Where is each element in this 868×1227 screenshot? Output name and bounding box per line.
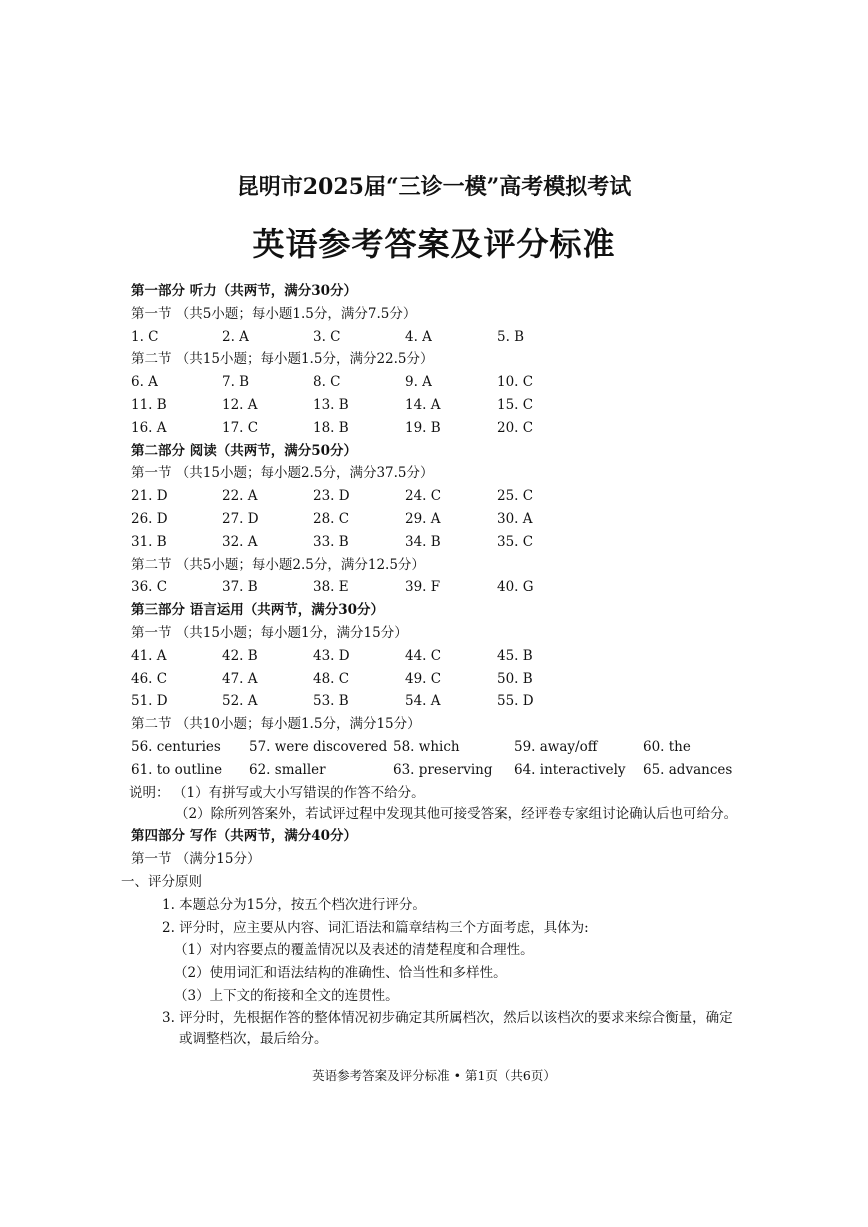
answer-item: 46. C <box>131 670 168 687</box>
part2-heading: 第二部分 阅读（共两节，满分50分） <box>131 442 357 459</box>
answer-item: 47. A <box>222 670 258 687</box>
answer-item: 5. B <box>497 328 525 345</box>
answer-row <box>131 690 751 713</box>
answer-item: 43. D <box>313 647 350 664</box>
answer-item: 57. were discovered <box>249 738 388 755</box>
notes-line <box>131 782 751 805</box>
note-item: （1）有拼写或大小写错误的作答不给分。 <box>173 784 425 801</box>
document-title: 英语参考答案及评分标准 <box>252 225 616 263</box>
answer-item: 60. the <box>643 738 691 755</box>
part2-sec1-heading: 第一节 （共15小题；每小题2.5分，满分37.5分） <box>131 465 434 482</box>
answer-item: 61. to outline <box>131 761 223 778</box>
answer-item: 62. smaller <box>249 761 326 778</box>
answer-item: 59. away/off <box>514 738 598 755</box>
part1-sec1-heading: 第一节 （共5小题；每小题1.5分，满分7.5分） <box>131 305 417 322</box>
answer-item: 33. B <box>313 533 349 550</box>
notes-label: 说明： <box>129 784 170 801</box>
answer-item: 15. C <box>497 396 534 413</box>
principle-item: 3. 评分时，先根据作答的整体情况初步确定其所属档次，然后以该档次的要求来综合衡量，确定或调整档次，最后给分。 <box>162 1009 733 1047</box>
principle-item: 2. 评分时，应主要从内容、词汇语法和篇章结构三个方面考虑，具体为: <box>162 919 589 936</box>
part3-sec1-heading: 第一节 （共15小题；每小题1分，满分15分） <box>131 624 408 641</box>
answer-content <box>121 280 751 1050</box>
answer-item: 17. C <box>222 419 259 436</box>
answer-item: 49. C <box>405 670 442 687</box>
part1-heading: 第一部分 听力（共两节，满分30分） <box>131 283 357 299</box>
answer-item: 48. C <box>313 670 350 687</box>
answer-item: 29. A <box>405 510 441 527</box>
answer-item: 30. A <box>497 510 533 527</box>
answer-item: 55. D <box>497 693 534 710</box>
answer-item: 63. preserving <box>393 761 493 778</box>
principle-subitem: （2）使用词汇和语法结构的准确性、恰当性和多样性。 <box>174 965 507 982</box>
answer-row <box>131 576 751 599</box>
answer-item: 24. C <box>405 488 442 505</box>
answer-item: 19. B <box>405 419 441 436</box>
answer-item: 22. A <box>222 488 258 505</box>
answer-item: 50. B <box>497 670 533 687</box>
part3-heading: 第三部分 语言运用（共两节，满分30分） <box>131 602 384 619</box>
exam-title: 昆明市2025届“三诊一模”高考模拟考试 <box>236 174 632 200</box>
answer-item: 27. D <box>222 510 259 527</box>
answer-item: 53. B <box>313 693 349 710</box>
answer-row <box>131 759 751 782</box>
answer-item: 8. C <box>313 374 341 391</box>
answer-item: 31. B <box>131 533 167 550</box>
answer-item: 26. D <box>131 510 168 527</box>
answer-item: 52. A <box>222 693 258 710</box>
answer-item: 23. D <box>313 488 350 505</box>
answer-item: 36. C <box>131 579 168 596</box>
answer-item: 12. A <box>222 396 258 413</box>
principle-subitem: （3）上下文的衔接和全文的连贯性。 <box>174 987 399 1004</box>
part4-sec1-heading: 第一节 （满分15分） <box>131 851 261 868</box>
part1-sec2-heading: 第二节 （共15小题；每小题1.5分，满分22.5分） <box>131 351 434 368</box>
answer-item: 56. centuries <box>131 738 221 755</box>
answer-item: 13. B <box>313 396 349 413</box>
answer-item: 16. A <box>131 419 167 436</box>
answer-item: 25. C <box>497 488 534 505</box>
answer-item: 40. G <box>497 579 534 596</box>
answer-item: 42. B <box>222 647 258 664</box>
answer-item: 41. A <box>131 647 167 664</box>
answer-item: 11. B <box>131 396 167 413</box>
answer-item: 54. A <box>405 693 441 710</box>
answer-item: 9. A <box>405 374 432 391</box>
answer-row <box>131 394 751 417</box>
part2-sec2-heading: 第二节 （共5小题；每小题2.5分，满分12.5分） <box>131 556 425 573</box>
answer-item: 2. A <box>222 328 249 345</box>
answer-item: 6. A <box>131 374 158 391</box>
answer-row <box>131 485 751 508</box>
answer-item: 4. A <box>405 328 432 345</box>
answer-item: 35. C <box>497 533 534 550</box>
principles-heading: 一、评分原则 <box>121 873 202 890</box>
answer-item: 38. E <box>313 579 349 596</box>
principle-subitem: （1）对内容要点的覆盖情况以及表述的清楚程度和合理性。 <box>174 942 534 959</box>
part3-sec2-heading: 第二节 （共10小题；每小题1.5分，满分15分） <box>131 716 421 733</box>
principle-item: 1. 本题总分为15分，按五个档次进行评分。 <box>162 896 426 913</box>
note-item: （2）除所列答案外，若试评过程中发现其他可接受答案，经评卷专家组讨论确认后也可给分。 <box>175 806 738 823</box>
part4-heading: 第四部分 写作（共两节，满分40分） <box>131 828 357 845</box>
answer-row <box>131 531 751 554</box>
answer-item: 34. B <box>405 533 441 550</box>
answer-item: 7. B <box>222 374 250 391</box>
answer-item: 14. A <box>405 396 441 413</box>
answer-item: 32. A <box>222 533 258 550</box>
answer-item: 45. B <box>497 647 533 664</box>
answer-row <box>131 371 751 394</box>
answer-item: 44. C <box>405 647 442 664</box>
answer-item: 10. C <box>497 374 534 391</box>
answer-item: 3. C <box>313 328 341 345</box>
answer-item: 37. B <box>222 579 258 596</box>
answer-row <box>131 645 751 668</box>
answer-item: 39. F <box>405 579 441 596</box>
answer-item: 1. C <box>131 328 159 345</box>
answer-item: 21. D <box>131 488 168 505</box>
answer-item: 20. C <box>497 419 534 436</box>
answer-row <box>131 417 751 440</box>
answer-item: 65. advances <box>643 761 733 778</box>
answer-item: 51. D <box>131 693 168 710</box>
answer-row <box>131 508 751 531</box>
answer-item: 18. B <box>313 419 349 436</box>
answer-item: 58. which <box>393 738 460 755</box>
answer-item: 28. C <box>313 510 350 527</box>
page-footer: 英语参考答案及评分标准 • 第1页（共6页） <box>312 1068 556 1083</box>
answer-row <box>131 736 751 759</box>
answer-item: 64. interactively <box>514 761 626 778</box>
answer-row <box>131 326 751 349</box>
answer-row <box>131 668 751 691</box>
